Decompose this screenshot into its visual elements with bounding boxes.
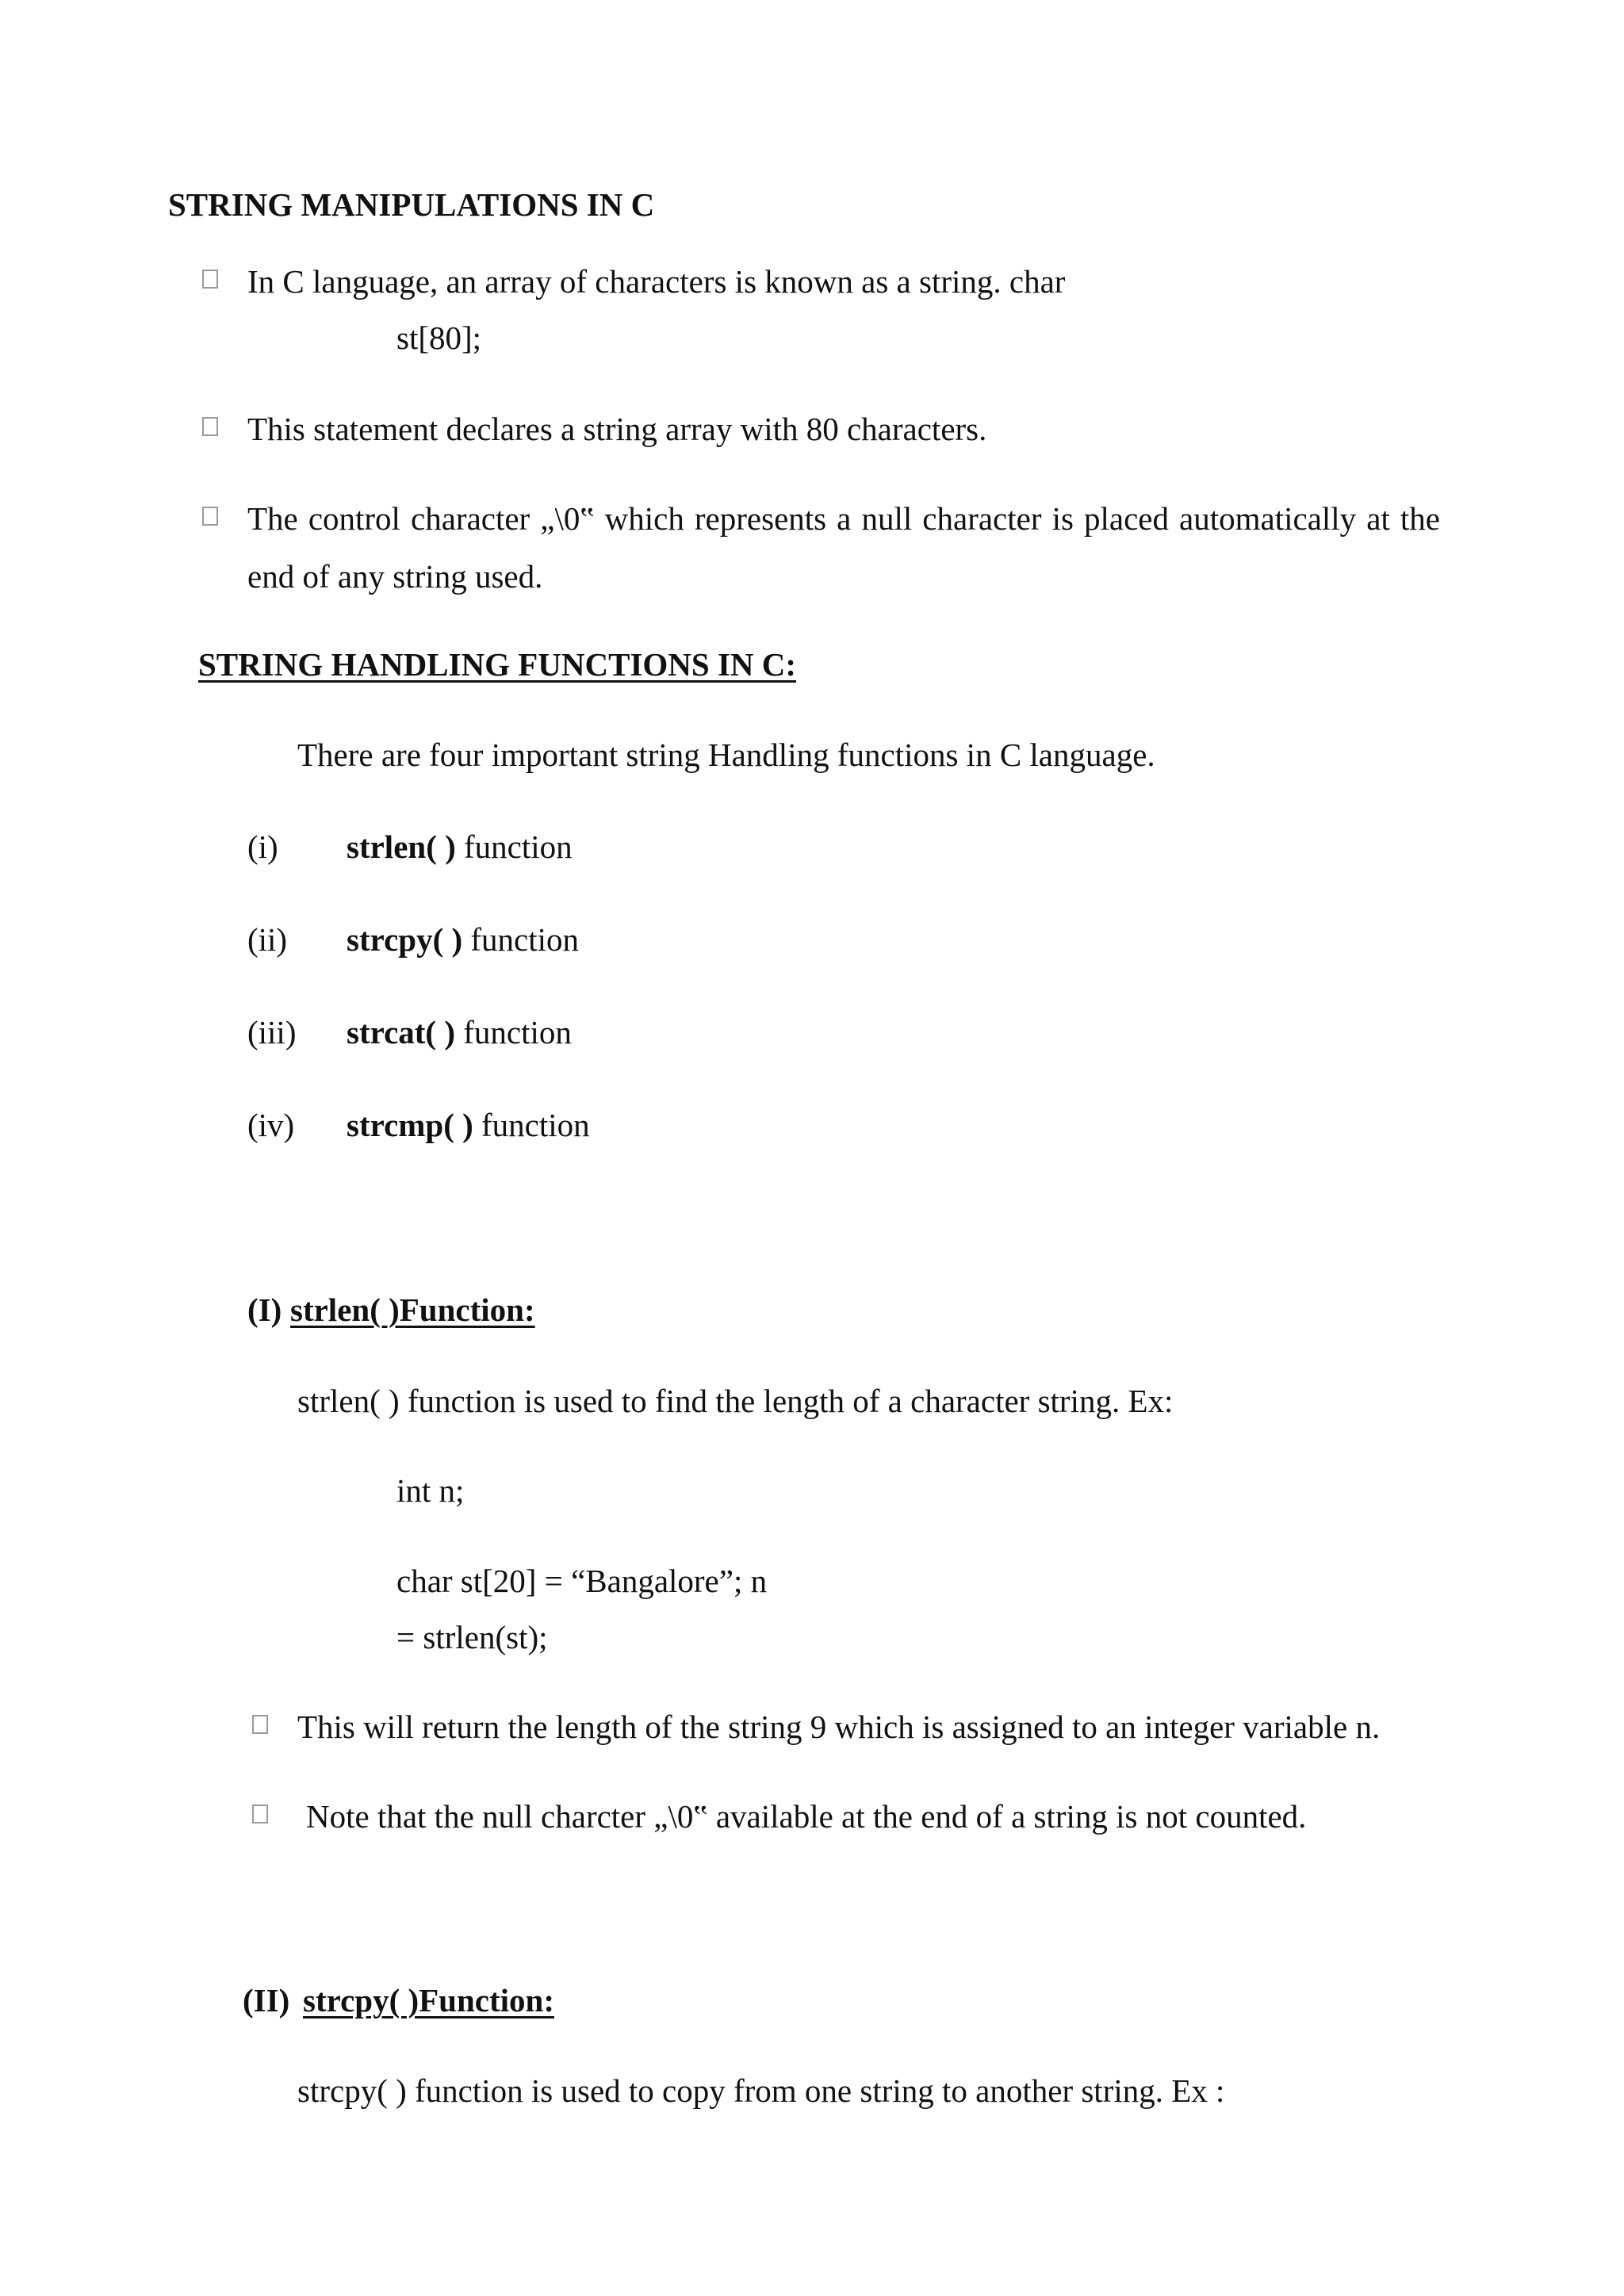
function-name: strlen( ) (347, 828, 456, 865)
function-suffix: function (455, 828, 573, 865)
function-suffix: function (454, 1014, 572, 1050)
function-name: strcpy( ) (347, 921, 463, 958)
strlen-section-num: (I) (247, 1292, 282, 1328)
function-name: strcat( ) (347, 1014, 455, 1050)
strlen-code-line-1: int n; (396, 1472, 465, 1509)
strcpy-section-heading: strcpy( )Function: (303, 1982, 554, 2019)
intro-bullet-3-line-2: end of any string used. (247, 558, 543, 595)
function-suffix: function (462, 921, 580, 958)
function-list-item (347, 921, 580, 958)
bullet-box-icon (202, 507, 218, 526)
intro-bullet-1-line-1: In C language, an array of characters is known as a string. char (247, 263, 1066, 300)
function-list-item (347, 1016, 572, 1049)
function-list-item (347, 828, 573, 865)
strlen-code-line-3: = strlen(st); (396, 1619, 548, 1655)
section-intro: There are four important string Handling functions in C language. (297, 737, 1155, 773)
page-title: STRING MANIPULATIONS IN C (168, 186, 655, 223)
strlen-code-line-2: char st[20] = “Bangalore”; n (396, 1563, 768, 1599)
section-heading: STRING HANDLING FUNCTIONS IN C: (198, 646, 797, 683)
function-list-num: (iii) (247, 1014, 297, 1050)
function-list-num: (i) (247, 828, 278, 865)
strlen-bullet-1: This will return the length of the string 9 which is assigned to an integer variable n. (297, 1709, 1381, 1745)
strcpy-section-num: (II) (243, 1982, 290, 2019)
bullet-box-icon (252, 1804, 268, 1823)
function-name: strcmp( ) (347, 1107, 473, 1143)
strlen-bullet-2: Note that the null charcter „\0‟ available at the end of a string is not counted. (306, 1798, 1307, 1835)
function-list-num: (iv) (247, 1107, 295, 1143)
intro-bullet-2: This statement declares a string array with 80 characters. (247, 411, 987, 447)
function-list-num: (ii) (247, 921, 288, 958)
bullet-box-icon (252, 1715, 268, 1734)
bullet-box-icon (202, 417, 218, 436)
function-list-item (347, 1109, 590, 1142)
strlen-section-heading: strlen( )Function: (290, 1292, 535, 1328)
strcpy-description: strcpy( ) function is used to copy from one string to another string. Ex : (297, 2072, 1225, 2109)
intro-bullet-3-line-1: The control character „\0‟ which represents a null character is placed automatically at the (247, 500, 1440, 537)
strlen-description: strlen( ) function is used to find the length of a character string. Ex: (297, 1383, 1174, 1419)
intro-bullet-1-line-2: st[80]; (396, 320, 482, 356)
bullet-box-icon (202, 270, 218, 289)
function-suffix: function (473, 1107, 590, 1143)
